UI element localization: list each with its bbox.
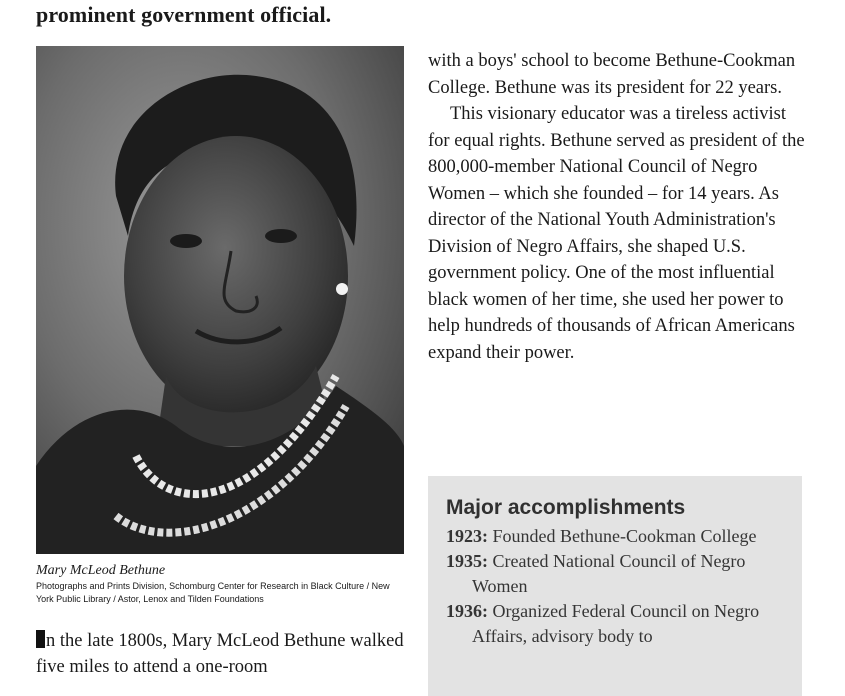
accomplishment-item — [446, 599, 796, 649]
right-paragraph-2: This visionary educator was a tireless activist for equal rights. Bethune served as president of the 800,000-member National Council of Negro Women – which she founded – for 14 years. As director of the National Youth Administration's Division of Negro Affairs, she shaped U.S. government policy. One of the most influential black women of her time, she used her power to help hundreds of thousands of African Americans expand their power. — [428, 104, 805, 363]
page-heading: prominent government official. — [36, 2, 332, 27]
accomplishment-item — [446, 549, 796, 599]
accomplishment-text: Organized Federal Council on Negro Affairs, advisory body to — [472, 601, 760, 646]
accomplishment-year: 1935: — [446, 551, 488, 571]
photo-caption-credit: Photographs and Prints Division, Schomburg Center for Research in Black Culture / New York Public Library / Astor, Lenox and Tilden Foundations — [36, 581, 390, 604]
accomplishment-year: 1923: — [446, 526, 488, 546]
accomplishment-text: Created National Council of Negro Women — [472, 551, 746, 596]
accomplishment-text: Founded Bethune-Cookman College — [492, 526, 757, 546]
drop-cap-marker — [36, 630, 45, 648]
accomplishment-year: 1936: — [446, 601, 488, 621]
portrait-photo — [36, 46, 404, 554]
right-paragraph-1: with a boys' school to become Bethune-Cookman College. Bethune was its president for 22 years. — [428, 51, 796, 98]
accomplishments-list — [446, 524, 796, 649]
photo-caption-name: Mary McLeod Bethune — [36, 563, 166, 578]
left-body-text: n the late 1800s, Mary McLeod Bethune walked five miles to attend a one-room — [36, 631, 404, 677]
accomplishments-title: Major accomplishments — [446, 496, 686, 519]
right-column-body — [428, 48, 808, 366]
accomplishment-item — [446, 524, 796, 549]
accomplishments-box — [428, 476, 802, 696]
left-column-body — [36, 628, 411, 680]
portrait-illustration — [36, 46, 404, 554]
